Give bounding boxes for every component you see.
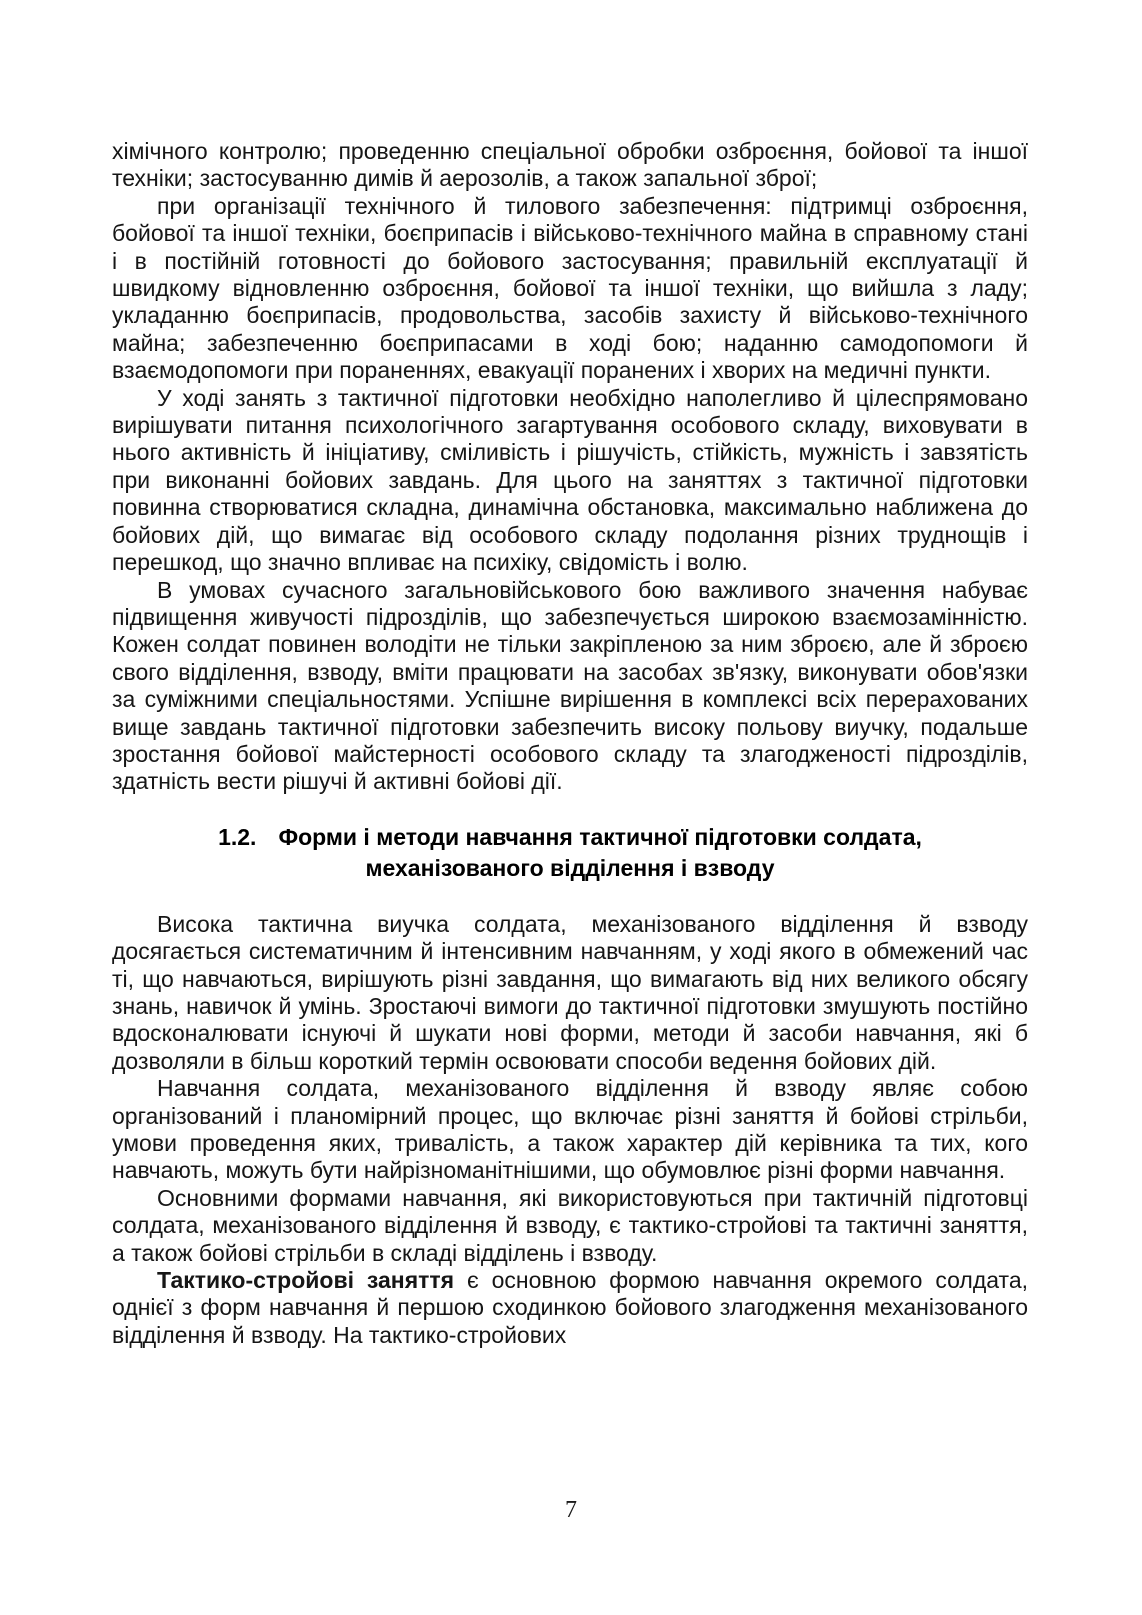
text-run: є основною формою навчання окремого солдата, однієї з форм навчання й першою сходинкою бойового злагодження механізованого відділення й взводу. На тактико-стройових xyxy=(112,1267,1028,1348)
bold-run: Тактико-стройові заняття xyxy=(157,1267,455,1294)
section-heading xyxy=(112,822,1028,884)
text-run: Основними формами навчання, які використовуються при тактичній підготовці солдата, механізованого відділення й взводу, є тактико-стройові та тактичні заняття, а також бойові стрільби в складі відділень і взводу. xyxy=(112,1184,1028,1266)
heading-line: механізованого відділення і взводу xyxy=(365,854,775,881)
heading-number: 1.2. xyxy=(218,823,257,850)
paragraph xyxy=(112,577,1028,796)
text-run: В умовах сучасного загальновійськового бою важливого значення набуває підвищення живучості підрозділів, що забезпечується широкою взаємозамінністю. Кожен солдат повинен володіти не тільки закріпленою за ним зброєю, але й зброєю свого відділення, взводу, вміти працювати на засобах зв'язку, виконувати обов'язки за суміжними спеціальностями. Успішне вирішення в комплексі всіх перерахованих вище завдань тактичної підготовки забезпечить високу польову виучку, подальше зростання бойової майстерності особового складу та злагодженості підрозділів, здатність вести рішучі й активні бойові дії. xyxy=(112,576,1028,795)
paragraph xyxy=(112,1075,1028,1185)
text-run: У ході занять з тактичної підготовки необхідно наполегливо й цілеспрямовано вирішувати питання психологічного загартування особового складу, виховувати в нього активність й ініціативу, сміливість і рішучість, стійкість, мужність і завзятість при виконанні бойових завдань. Для цього на заняттях з тактичної підготовки повинна створюватися складна, динамічна обстановка, максимально наближена до бойових дій, що вимагає від особового складу подолання різних труднощів і перешкод, що значно впливає на психіку, свідомість і волю. xyxy=(112,384,1028,576)
text-run: Навчання солдата, механізованого відділення й взводу являє собою організований і планомірний процес, що включає різні заняття й бойові стрільби, умови проведення яких, тривалість, а також характер дій керівника та тих, кого навчають, можуть бути найрізноманітнішими, що обумовлює різні форми навчання. xyxy=(112,1075,1028,1184)
paragraph xyxy=(112,911,1028,1075)
paragraph xyxy=(112,138,1028,193)
paragraph xyxy=(112,1267,1028,1349)
text-run: хімічного контролю; проведенню спеціальної обробки озброєння, бойової та іншої техніки; застосуванню димів й аерозолів, а також запальної зброї; xyxy=(112,138,1028,192)
paragraph xyxy=(112,193,1028,385)
paragraph xyxy=(112,385,1028,577)
text-run: при організації технічного й тилового забезпечення: підтримці озброєння, бойової та іншої техніки, боєприпасів і військово-технічного майна в справному стані і в постійній готовності до бойового застосування; правильній експлуатації й швидкому відновленню озброєння, бойової та іншої техніки, що вийшла з ладу; укладанню боєприпасів, продовольства, засобів захисту й військово-технічного майна; забезпеченню боєприпасами в ході бою; наданню самодопомоги й взаємодопомоги при пораненнях, евакуації поранених і хворих на медичні пункти. xyxy=(112,192,1028,384)
page-number: 7 xyxy=(565,1497,577,1523)
heading-text: Форми і методи навчання тактичної підготовки солдата, xyxy=(278,823,922,850)
text-run: Висока тактична виучка солдата, механізованого відділення й взводу досягається систематичним й інтенсивним навчанням, у ході якого в обмежений час ті, що навчаються, вирішують різні завдання, що вимагають від них великого обсягу знань, навичок й умінь. Зростаючі вимоги до тактичної підготовки змушують постійно вдосконалювати існуючі й шукати нові форми, методи й засоби навчання, які б дозволяли в більш короткий термін освоювати способи ведення бойових дій. xyxy=(112,910,1028,1074)
paragraph xyxy=(112,1185,1028,1267)
heading-line xyxy=(112,822,1028,853)
text-block xyxy=(112,138,1028,1349)
